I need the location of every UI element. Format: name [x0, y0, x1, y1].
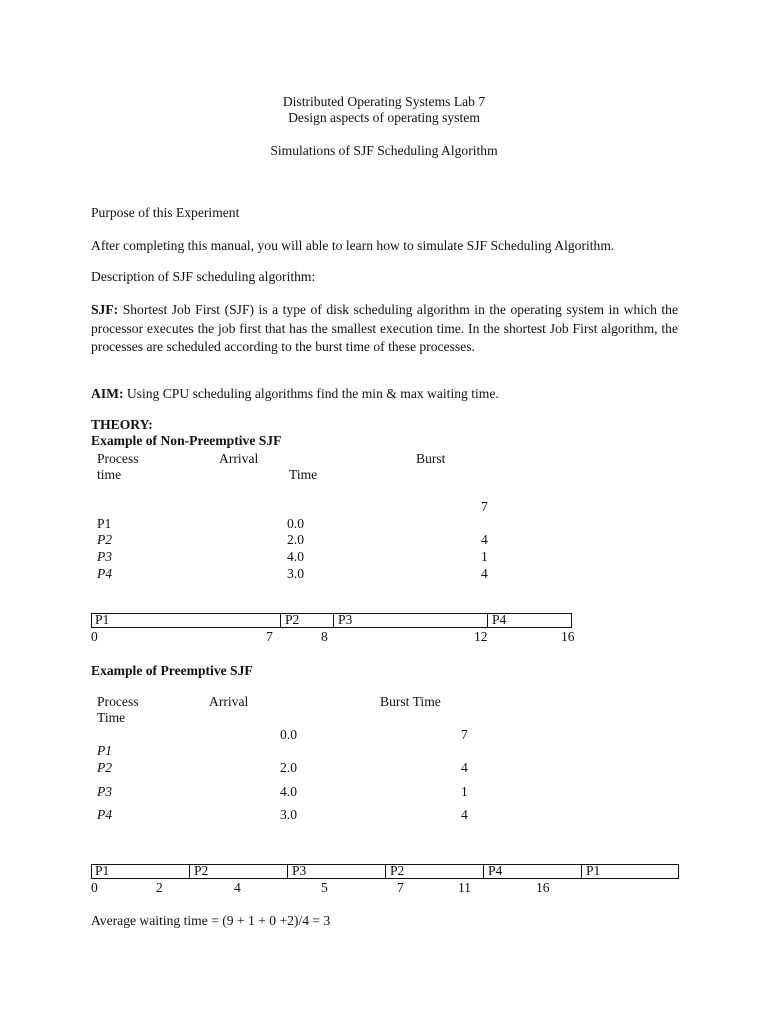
pre-gantt-tick-4: 4: [234, 880, 241, 895]
pre-col-time: Time: [97, 710, 126, 725]
pre-gantt-cell-p2: P2: [189, 864, 208, 879]
nonpre-row-p2-process: P2: [97, 532, 113, 547]
nonpre-col-process: Process: [97, 451, 139, 466]
nonpre-row-p4-burst: 4: [481, 566, 488, 581]
nonpre-gantt-cell-p2: P2: [280, 613, 299, 628]
theory-heading: THEORY:: [91, 417, 153, 432]
pre-gantt-tick-7: 7: [397, 880, 404, 895]
nonpre-col-arrival: Arrival: [219, 451, 259, 466]
pre-burst-p1: 7: [461, 727, 468, 742]
pre-row-p2-process: P2: [97, 760, 113, 775]
nonpre-gantt-cell-p3: P3: [333, 613, 352, 628]
doc-header-line2: Design aspects of operating system: [288, 110, 480, 125]
aim-line: [91, 386, 499, 402]
pre-gantt-tick-0: 0: [91, 880, 98, 895]
average-waiting-time: Average waiting time = (9 + 1 + 0 +2)/4 = 3: [91, 913, 331, 928]
pre-row-p4-arrival: 3.0: [280, 807, 297, 822]
nonpre-col-time-left: time: [97, 467, 122, 482]
nonpre-burst-p1: 7: [481, 499, 488, 514]
nonpre-row-p3-arrival: 4.0: [287, 549, 304, 564]
nonpre-gantt-tick-7: 7: [266, 629, 273, 644]
nonpre-gantt-cell-p1: P1: [95, 612, 110, 627]
pre-row-p3-burst: 1: [461, 784, 468, 799]
nonpre-gantt-chart: [91, 612, 575, 647]
nonpre-gantt-tick-16: 16: [561, 629, 575, 644]
nonpre-row-p4-process: P4: [97, 566, 113, 581]
nonpre-gantt-tick-12: 12: [474, 629, 488, 644]
doc-title: Simulations of SJF Scheduling Algorithm: [270, 143, 498, 158]
nonpre-row-p1-arrival: 0.0: [287, 516, 304, 531]
nonpre-gantt-cell-p4: P4: [487, 613, 506, 628]
sjf-text: Shortest Job First (SJF) is a type of disk scheduling algorithm in the operating system in which the processor executes the job first that has the smallest execution time. In the shortest Job First algorithm, the processes are scheduled according to the burst time of these processes.: [91, 302, 678, 354]
nonpre-row-p1-process: P1: [97, 516, 112, 531]
pre-gantt-cell-p2b: P2: [385, 864, 404, 879]
pre-col-process: Process: [97, 694, 139, 709]
preemptive-heading: Example of Preemptive SJF: [91, 663, 253, 678]
pre-gantt-cell-p1: P1: [95, 863, 110, 878]
nonpre-row-p3-burst: 1: [481, 549, 488, 564]
aim-text: Using CPU scheduling algorithms find the min & max waiting time.: [123, 386, 499, 401]
pre-gantt-tick-2: 2: [156, 880, 163, 895]
nonpre-gantt-tick-8: 8: [321, 629, 328, 644]
sjf-paragraph: [91, 301, 678, 357]
nonpre-gantt-tick-0: 0: [91, 629, 98, 644]
pre-row-p2-arrival: 2.0: [280, 760, 297, 775]
purpose-heading: Purpose of this Experiment: [91, 205, 240, 220]
pre-row-p4-burst: 4: [461, 807, 468, 822]
nonpre-row-p4-arrival: 3.0: [287, 566, 304, 581]
pre-gantt-tick-16: 16: [536, 880, 550, 895]
doc-header-line1: Distributed Operating Systems Lab 7: [282, 94, 486, 109]
nonpreemptive-heading: Example of Non-Preemptive SJF: [91, 433, 282, 448]
pre-gantt-tick-11: 11: [458, 880, 472, 895]
nonpre-col-time: Time: [289, 467, 318, 482]
pre-gantt-chart: [91, 864, 679, 898]
pre-row-p4-process: P4: [97, 807, 113, 822]
nonpre-row-p2-arrival: 2.0: [287, 532, 304, 547]
purpose-text: After completing this manual, you will able to learn how to simulate SJF Scheduling Algorithm.: [91, 238, 615, 253]
aim-label: AIM:: [91, 386, 124, 401]
pre-col-arrival: Arrival: [209, 694, 249, 709]
pre-gantt-cell-p4: P4: [483, 864, 502, 879]
pre-arrival-p1: 0.0: [280, 727, 297, 742]
pre-gantt-cell-p1b: P1: [581, 864, 600, 879]
pre-gantt-cell-p3: P3: [287, 864, 306, 879]
pre-row-p1-process: P1: [97, 743, 113, 758]
pre-row-p2-burst: 4: [461, 760, 468, 775]
sjf-label: SJF:: [91, 302, 119, 317]
pre-row-p3-process: P3: [97, 784, 113, 799]
pre-col-burst: Burst Time: [380, 694, 441, 709]
description-heading: Description of SJF scheduling algorithm:: [91, 269, 316, 284]
pre-gantt-tick-5: 5: [321, 880, 328, 895]
nonpre-row-p2-burst: 4: [481, 532, 488, 547]
nonpre-row-p3-process: P3: [97, 549, 113, 564]
nonpre-col-burst: Burst: [416, 451, 446, 466]
pre-row-p3-arrival: 4.0: [280, 784, 297, 799]
